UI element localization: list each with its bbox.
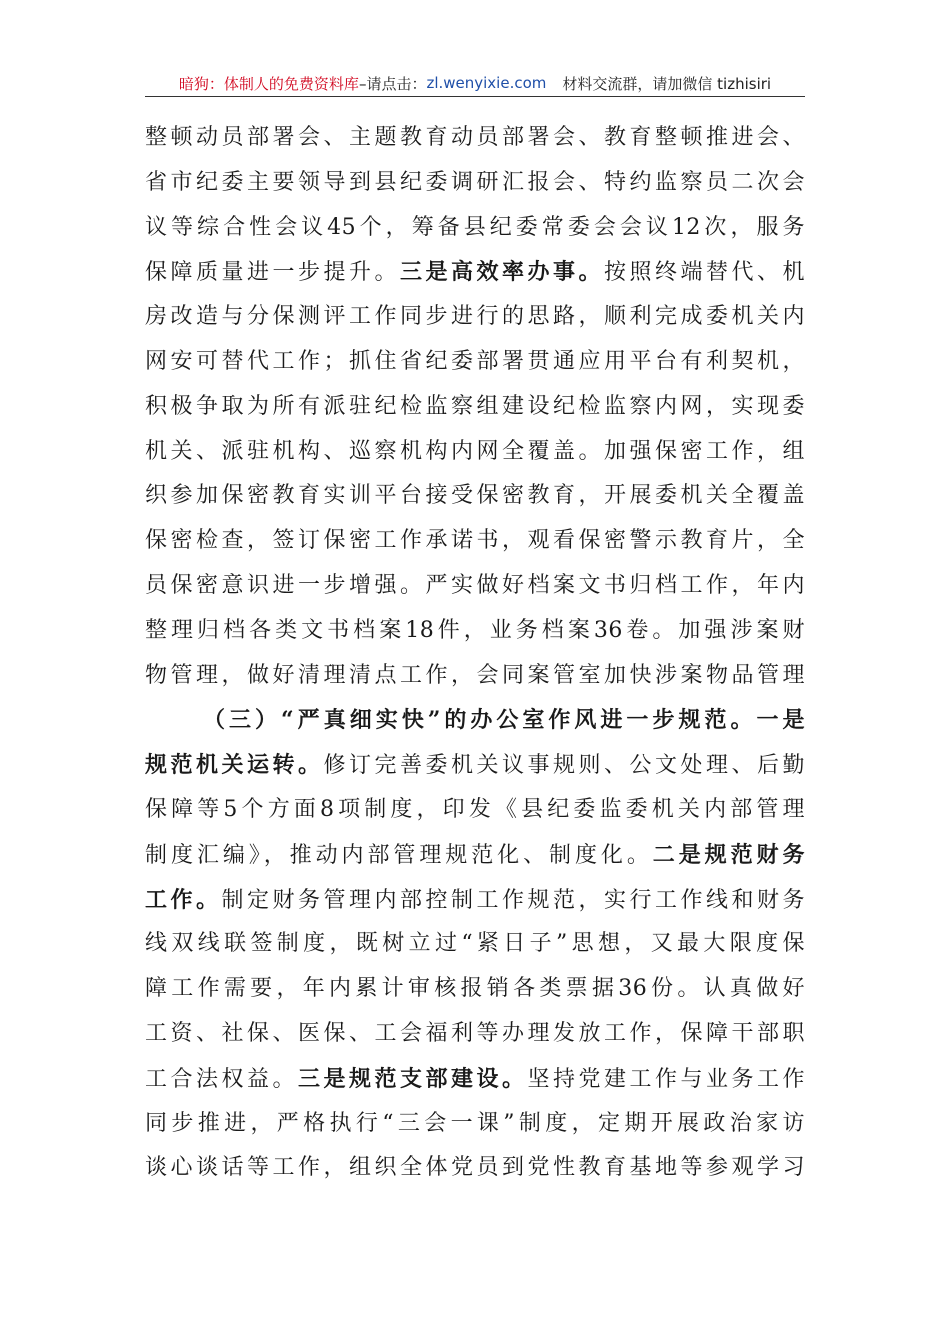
text-line: 保障等5个方面8项制度，印发《县纪委监委机关内部管理 <box>145 796 805 822</box>
header-wechat: 材料交流群，请加微信 tizhisiri <box>562 74 772 93</box>
text-line: 工资、社保、医保、工会福利等办理发放工作，保障干部职 <box>145 1020 805 1046</box>
text-line: 同步推进，严格执行“三会一课”制度，定期开展政治家访 <box>145 1110 805 1136</box>
text-line: 制度汇编》，推动内部管理规范化、制度化。二是规范财务 <box>145 841 805 868</box>
header-prompt: –请点击： <box>358 74 427 93</box>
header-brand: 暗狗：体制人的免费资料库 <box>178 74 359 93</box>
section-heading-line: （三）“严真细实快”的办公室作风进一步规范。一是 <box>203 707 805 734</box>
text-line: 织参加保密教育实训平台接受保密教育，开展委机关全覆盖 <box>145 483 805 509</box>
text-line: 谈心谈话等工作，组织全体党员到党性教育基地等参观学习 <box>145 1155 805 1181</box>
text-line: 保障质量进一步提升。三是高效率办事。按照终端替代、机 <box>145 259 805 286</box>
text-line: 积极争取为所有派驻纪检监察组建设纪检监察内网，实现委 <box>145 393 805 419</box>
text-line: 员保密意识进一步增强。严实做好档案文书归档工作，年内 <box>145 572 805 598</box>
text-line: 线双线联签制度，既树立过“紧日子”思想，又最大限度保 <box>145 931 805 957</box>
text-line: 机关、派驻机构、巡察机构内网全覆盖。加强保密工作，组 <box>145 438 805 464</box>
document-body <box>145 116 805 1191</box>
text-line: 整理归档各类文书档案18件，业务档案36卷。加强涉案财 <box>145 617 805 643</box>
text-line: 房改造与分保测评工作同步进行的思路，顺利完成委机关内 <box>145 304 805 330</box>
text-line: 工合法权益。三是规范支部建设。坚持党建工作与业务工作 <box>145 1065 805 1092</box>
text-line: 物管理，做好清理清点工作，会同案管室加快涉案物品管理 <box>145 662 805 688</box>
text-line: 规范机关运转。修订完善委机关议事规则、公文处理、后勤 <box>145 752 805 779</box>
page-header <box>145 70 805 97</box>
text-line: 网安可替代工作；抓住省纪委部署贯通应用平台有利契机， <box>145 348 805 374</box>
text-line: 省市纪委主要领导到县纪委调研汇报会、特约监察员二次会 <box>145 169 805 195</box>
text-line: 议等综合性会议45个，筹备县纪委常委会会议12次，服务 <box>145 214 805 240</box>
text-line: 整顿动员部署会、主题教育动员部署会、教育整顿推进会、 <box>145 125 805 150</box>
header-url-link[interactable]: zl.wenyixie.com <box>426 74 547 92</box>
text-line: 保密检查，签订保密工作承诺书，观看保密警示教育片，全 <box>145 528 805 554</box>
text-line: 工作。制定财务管理内部控制工作规范，实行工作线和财务 <box>145 886 805 913</box>
text-line: 障工作需要，年内累计审核报销各类票据36份。认真做好 <box>145 976 805 1002</box>
